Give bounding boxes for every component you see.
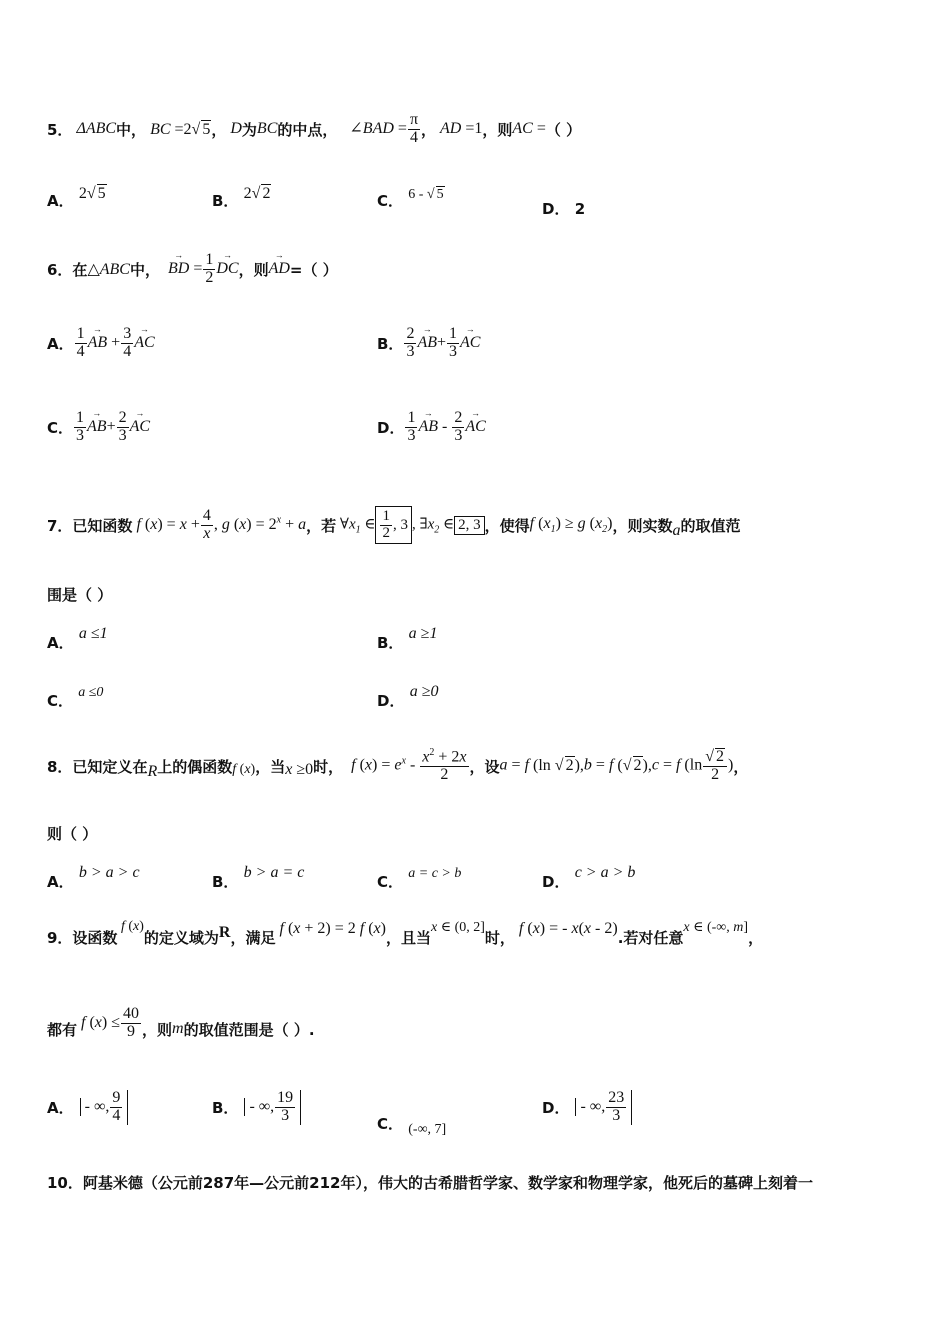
q9-text-2: ，满足 xyxy=(230,928,276,947)
q6-option-c-label: C． xyxy=(47,418,74,437)
q9-text-6: ， xyxy=(748,928,764,947)
q9-text-3: ，且当 xyxy=(385,928,431,947)
q8-math-definition: f $(x) = e^x$ - $\frac{x^2 + 2x}{2}$ xyxy=(343,747,467,784)
q9-math-fx: f (x) xyxy=(117,919,144,934)
q6-option-d-math: $\frac{1}{3}$ → AB - $\frac{2}{3}$ → AC xyxy=(404,410,485,445)
q8-math-r: R xyxy=(147,763,158,780)
q5-option-a xyxy=(47,185,107,211)
q6-text-3: =（ ） xyxy=(289,260,338,279)
q9-line-2 xyxy=(47,1004,315,1054)
q5-math-ac: AC = xyxy=(512,120,546,137)
q6-option-b-label: B． xyxy=(377,334,404,353)
q5-text-1: 中， xyxy=(116,120,147,139)
q9-option-d-math: - ∞, $\frac{23}{3}$ xyxy=(575,1090,632,1125)
q9-option-b-math: - ∞, $\frac{19}{3}$ xyxy=(244,1090,301,1125)
q5-option-c-math: 6 - √ 5 xyxy=(408,187,444,202)
q8-line-2: 则（ ） xyxy=(47,825,98,843)
question-6 xyxy=(47,244,338,294)
q7-text-2: ，使得 xyxy=(484,516,530,535)
q7-math-quantifiers: $\forall x_1$ ∈ $\frac{1}{2}$ , 3 , $\exists x_2$ ∈ 2, 3 xyxy=(336,506,485,545)
q8-option-c-math: a = c > b xyxy=(408,866,462,881)
q7-option-a-label: A． xyxy=(47,634,74,652)
q8-option-b-label: B． xyxy=(212,873,239,891)
q5-math-d: D xyxy=(226,120,242,137)
q7-option-b-math: a ≥1 xyxy=(408,625,438,642)
q9-math-interval: x ∈ (0, 2] xyxy=(430,919,485,935)
q9-option-b-label: B． xyxy=(212,1098,239,1117)
q8-math-abc: a = f (ln √ 2),b = f (√ 2),c = f (ln $\frac{√ 2}{2}$ ) xyxy=(499,748,734,783)
q7-option-c-label: C． xyxy=(47,692,74,710)
q9-math-m: m xyxy=(172,1020,184,1037)
q6-option-a-label: A． xyxy=(47,334,74,353)
q6-option-d-label: D． xyxy=(377,418,405,437)
q8-option-d-math: c > a > b xyxy=(574,864,636,881)
q9-text-5: .若对任意 xyxy=(617,928,684,947)
q9-line-2b: ，则 xyxy=(142,1020,173,1039)
q7-option-c-math: a ≤0 xyxy=(78,685,104,700)
q6-option-c-math: $\frac{1}{3}$ → AB+ $\frac{2}{3}$ → AC xyxy=(73,410,150,445)
q6-text-2: ，则 xyxy=(238,260,269,279)
q7-text-1: ，若 xyxy=(306,516,337,535)
q9-math-bound: f (x) ≤ $\frac{40}{9}$ xyxy=(77,1004,140,1040)
q8-option-d-label: D． xyxy=(542,873,570,891)
q5-option-a-math: 2√ 5 xyxy=(78,185,106,202)
q5-math-ad: AD =1 xyxy=(436,120,483,137)
q5-option-c xyxy=(377,187,445,211)
q8-text-2: ，当 xyxy=(255,757,286,776)
q5-option-a-label: A． xyxy=(47,192,74,210)
q6-option-c xyxy=(47,410,150,445)
q7-math-inequality: f $(x_1) \ge g$ $(x_2)$ xyxy=(529,514,613,536)
q7-text-3: ，则实数 xyxy=(612,516,673,535)
q5-number: 5． xyxy=(47,120,73,139)
q6-option-a-math: $\frac{1}{4}$ → AB + $\frac{3}{4}$ → AC xyxy=(74,326,155,361)
q8-text-4: ，设 xyxy=(469,757,500,776)
q6-option-b xyxy=(377,326,480,361)
q5-text-2: ， xyxy=(211,120,227,139)
q8-text-1: 上的偶函数 xyxy=(157,757,233,776)
q6-text-1: 中， xyxy=(129,260,160,279)
q8-option-a xyxy=(47,864,140,892)
q5-option-b-math: 2√ 2 xyxy=(243,185,271,202)
q7-option-b-label: B． xyxy=(377,634,404,652)
q5-option-d-label: D． xyxy=(542,200,570,218)
question-8 xyxy=(47,738,748,794)
q7-option-a xyxy=(47,625,108,653)
question-7 xyxy=(47,497,740,553)
q9-text-4: 时， xyxy=(484,928,515,947)
q7-option-c xyxy=(47,685,104,711)
q5-option-b xyxy=(212,185,271,211)
q9-text-r: R xyxy=(218,924,231,941)
q9-option-a-label: A． xyxy=(47,1098,74,1117)
q6-math-bd-dc: → BD = $\frac{1}{2}$ → DC xyxy=(160,252,239,287)
q9-option-b xyxy=(212,1090,301,1125)
question-9 xyxy=(47,912,763,962)
q6-math-ad: → AD xyxy=(269,260,290,278)
q5-text-5: ， xyxy=(421,120,437,139)
q9-math-range: x ∈ (-∞, m] xyxy=(683,919,749,935)
q7-line-2: 围是（ ） xyxy=(47,586,113,604)
q5-option-d xyxy=(542,198,585,219)
q9-option-c-label: C． xyxy=(377,1115,404,1133)
q5-text-7: （ ） xyxy=(545,120,582,139)
q9-option-a-math: - ∞, $\frac{9}{4}$ xyxy=(80,1090,129,1125)
q9-option-d xyxy=(542,1090,632,1125)
q6-math-triangle: △ABC xyxy=(87,261,130,278)
q6-option-a xyxy=(47,326,155,361)
question-10: 10．阿基米德（公元前287年—公元前212年），伟大的古希腊哲学家、数学家和物理学家，他死后的墓碑上刻着一 xyxy=(47,1174,814,1192)
q5-math-angle: ∠BAD = $\frac{\pi}{4}$ xyxy=(337,110,419,146)
q9-math-functional-eq: f (x + 2) = 2 f (x) xyxy=(275,920,386,937)
q5-text-6: ，则 xyxy=(482,120,513,139)
q5-math-triangle-abc: ΔABC xyxy=(72,120,117,137)
q7-option-a-math: a ≤1 xyxy=(78,625,108,642)
q7-math-a: a xyxy=(672,522,681,539)
q7-option-b xyxy=(377,625,438,653)
q8-math-x-ge-0: x ≥0 xyxy=(285,761,314,778)
q7-text-4: 的取值范 xyxy=(680,516,741,535)
question-5 xyxy=(47,104,581,154)
q9-option-a xyxy=(47,1090,128,1125)
q9-number: 9．设函数 xyxy=(47,928,118,947)
q9-option-c xyxy=(377,1113,447,1137)
q6-number: 6．在 xyxy=(47,260,88,279)
q5-text-3: 为 xyxy=(241,120,257,139)
q5-text-4: 的中点， xyxy=(277,120,338,139)
q5-option-b-label: B． xyxy=(212,192,239,210)
q8-option-a-math: b > a > c xyxy=(78,864,140,881)
q7-option-d xyxy=(377,683,439,711)
q7-option-d-math: a ≥0 xyxy=(409,683,439,700)
q8-text-5: ， xyxy=(733,757,749,776)
q8-option-a-label: A． xyxy=(47,873,74,891)
q7-math-functions: f (x) = x + $\frac{4}{x}$ , g $(x) = 2^x + a$ xyxy=(132,506,307,542)
q5-math-bc2: BC xyxy=(256,120,278,137)
q8-option-b-math: b > a = c xyxy=(243,864,305,881)
q8-option-c-label: C． xyxy=(377,873,404,891)
q9-line-2a: 都有 xyxy=(47,1020,78,1039)
q8-math-fx: f (x) xyxy=(232,762,256,777)
q6-option-d xyxy=(377,410,486,445)
q9-text-1: 的定义域为 xyxy=(143,928,219,947)
q8-text-3: 时， xyxy=(313,757,344,776)
q8-number: 8．已知定义在 xyxy=(47,757,148,776)
q8-option-d xyxy=(542,864,636,892)
q9-option-c-math: (-∞, 7] xyxy=(408,1122,447,1137)
q8-option-b xyxy=(212,864,305,892)
q8-option-c xyxy=(377,866,462,892)
q6-option-b-math: $\frac{2}{3}$ → AB+ $\frac{1}{3}$ → AC xyxy=(403,326,480,361)
q5-math-bc: BC =2√ 5 xyxy=(146,120,211,138)
q9-math-definition: f (x) = - x(x - 2) xyxy=(514,920,618,937)
q9-option-d-label: D． xyxy=(542,1098,570,1117)
q5-option-d-text: 2 xyxy=(574,200,586,218)
q7-number: 7．已知函数 xyxy=(47,516,133,535)
q7-option-d-label: D． xyxy=(377,692,405,710)
q5-option-c-label: C． xyxy=(377,192,404,210)
q9-line-2c: 的取值范围是（ ）. xyxy=(183,1020,315,1039)
